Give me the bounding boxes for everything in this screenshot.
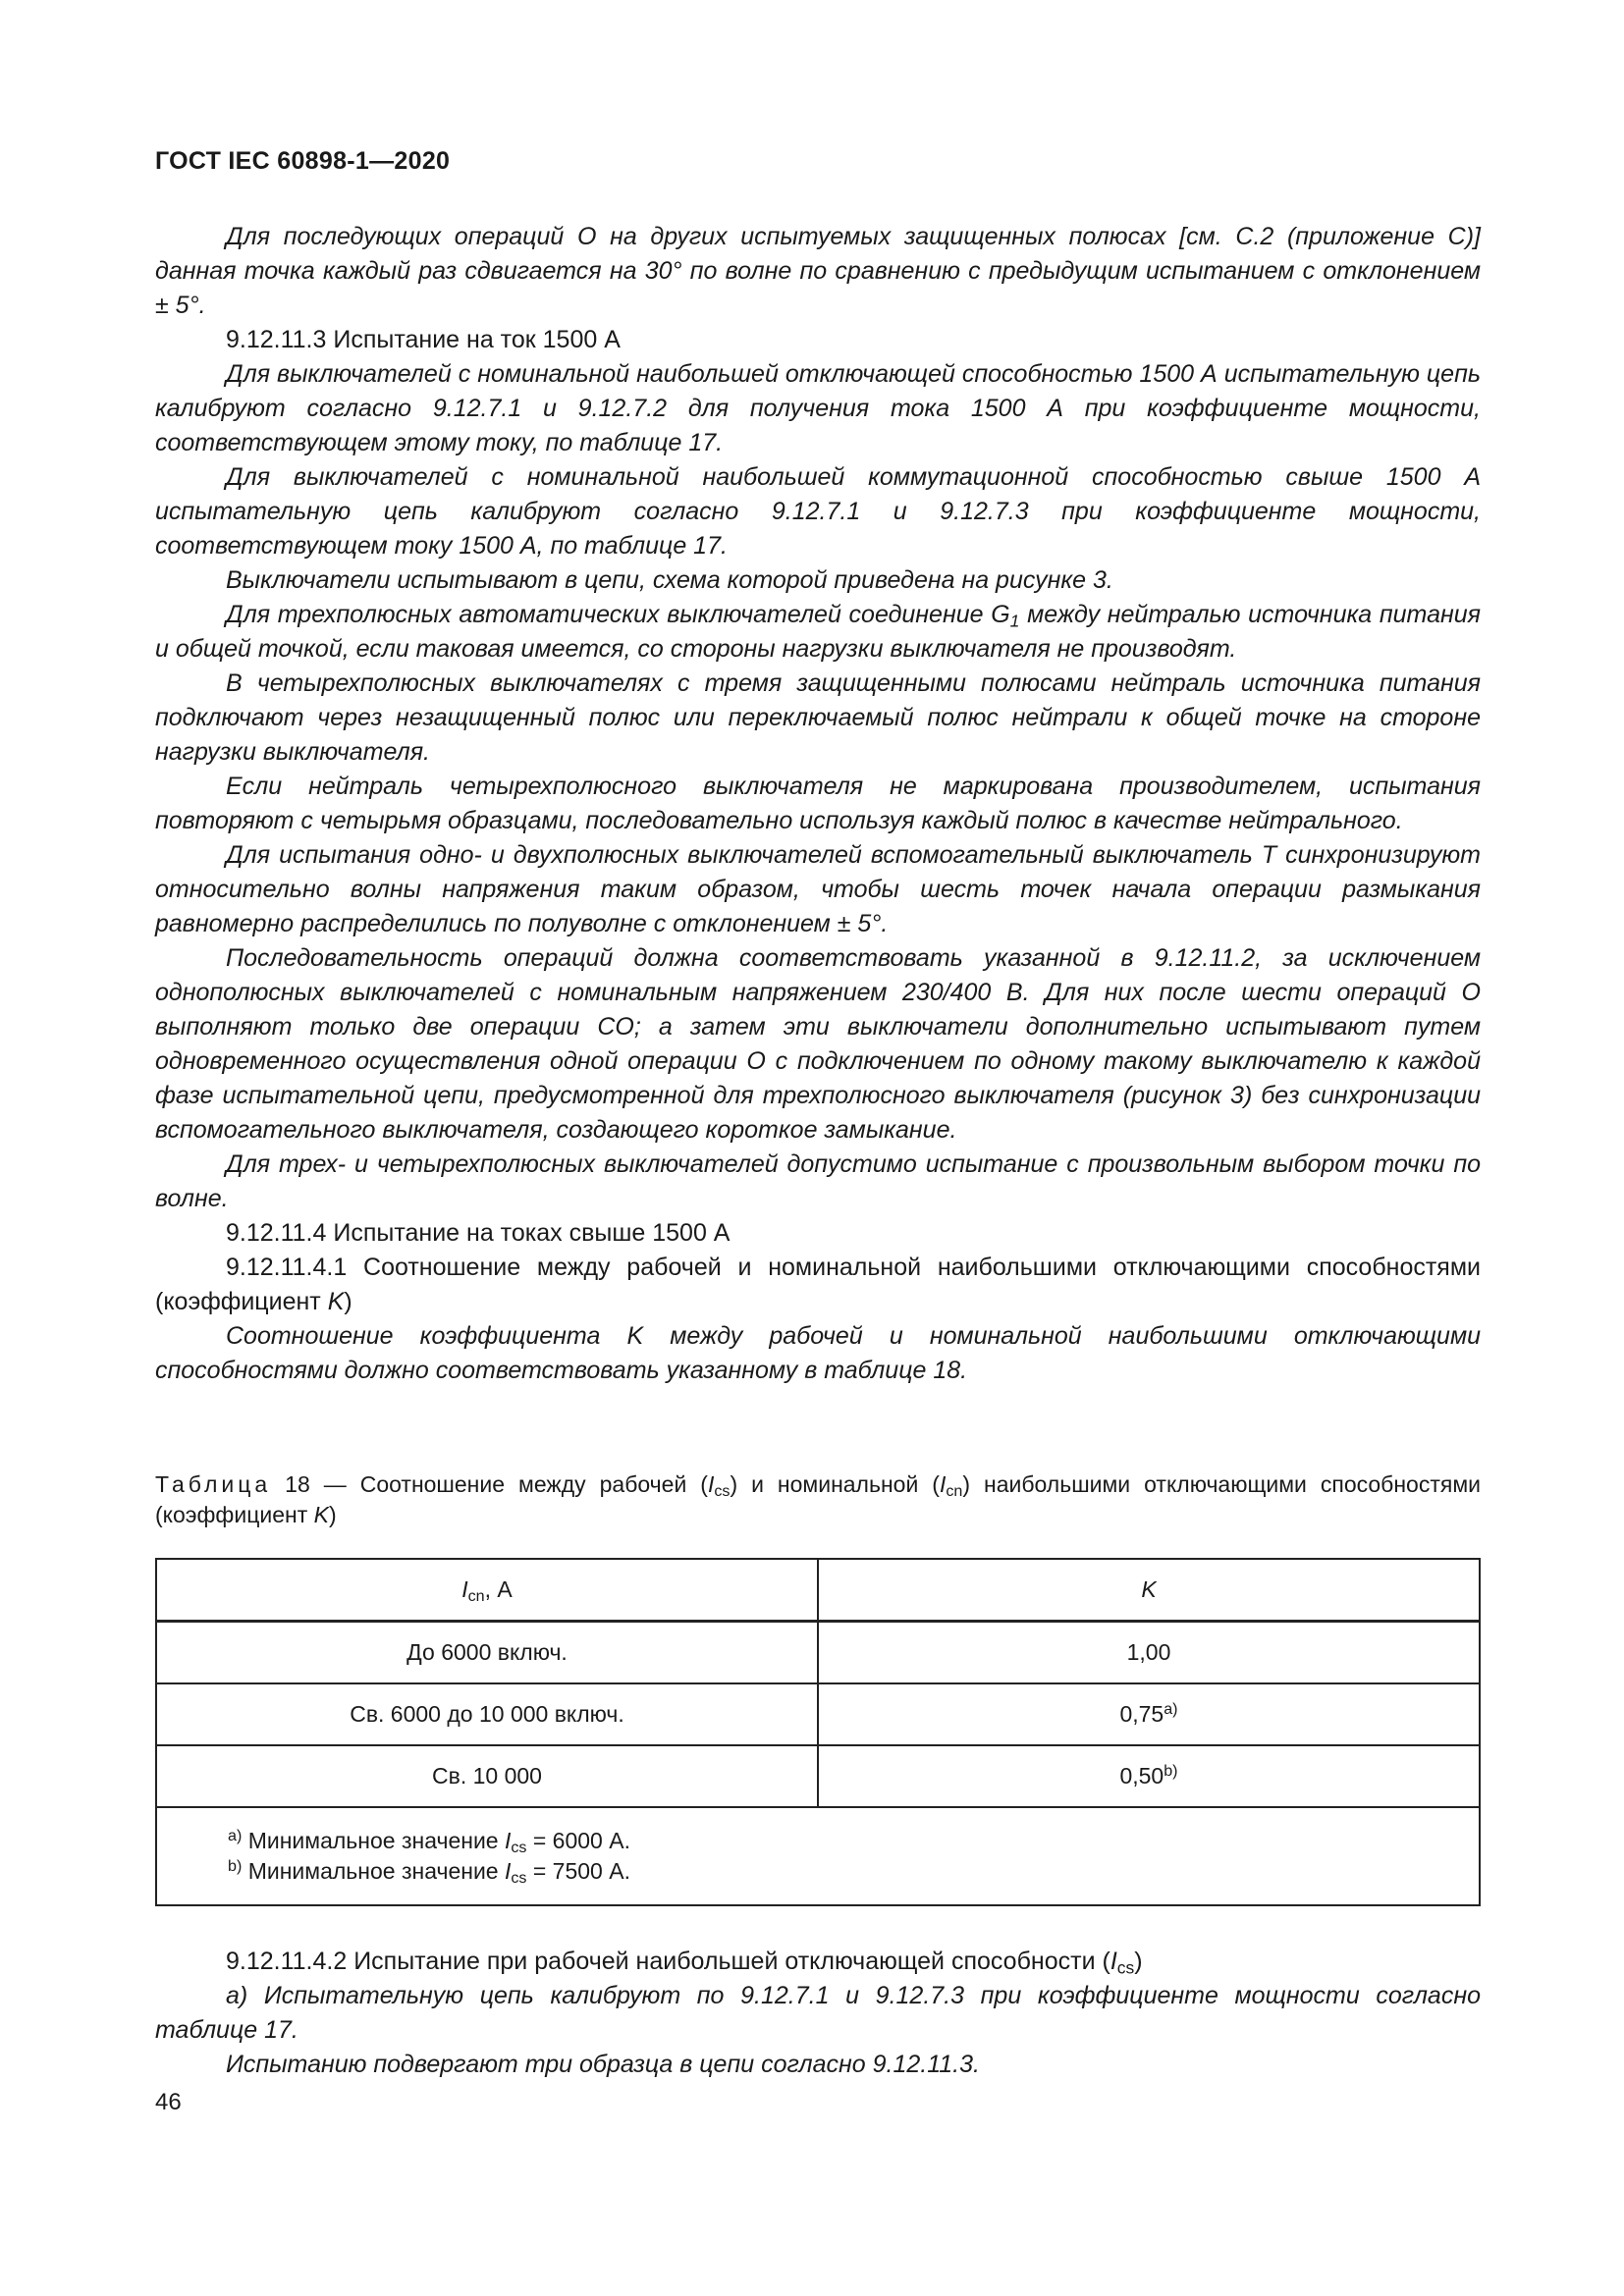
text-span: ) и номинальной ( <box>730 1471 940 1497</box>
text-span: ) <box>328 1502 337 1527</box>
cell-icn: Св. 10 000 <box>156 1745 818 1807</box>
table-footnotes <box>156 1807 1480 1905</box>
paragraph: Испытанию подвергают три образца в цепи согласно 9.12.11.3. <box>226 2051 980 2078</box>
text-span: между нейтралью источника питания и общей точкой, если таковая имеется, со стороны нагрузки выключателя не производят. <box>155 601 1481 663</box>
table-header-row <box>156 1559 1480 1622</box>
subscript: cs <box>511 1869 527 1888</box>
table-row <box>156 1745 1480 1807</box>
paragraph: Для выключателей с номинальной наибольшей коммутационной способностью свыше 1500 А испытательную цепь калибруют согласно 9.12.7.1 и 9.12.7.3 при коэффициенте мощности, соответствующем току 1500 А, по таблице 17. <box>155 463 1481 560</box>
column-header-k <box>818 1559 1480 1622</box>
paragraph: Для трех- и четырехполюсных выключателей допустимо испытание с произвольным выбором точки по волне. <box>155 1150 1481 1212</box>
unit-label: , А <box>484 1576 513 1602</box>
text-span: 18 — Соотношение между рабочей ( <box>271 1471 708 1497</box>
variable-k: K <box>313 1502 329 1527</box>
subscript: cs <box>511 1839 527 1857</box>
footnote-ref: a) <box>1164 1699 1178 1718</box>
paragraph: Выключатели испытывают в цепи, схема которой приведена на рисунке 3. <box>226 566 1113 594</box>
table-footnotes-row <box>156 1807 1480 1905</box>
text-span: = 6000 А. <box>526 1828 630 1853</box>
k-value: 0,50 <box>1119 1763 1164 1789</box>
paragraph: Для последующих операций O на других испытуемых защищенных полюсах [см. С.2 (приложение С)] данная точка каждый раз сдвигается на 30° по волне по сравнению с предыдущим испытанием с отклонением ± 5°. <box>155 223 1481 319</box>
text-span: = 7500 А. <box>526 1858 630 1884</box>
cell-k <box>818 1683 1480 1745</box>
text-span: ) <box>344 1288 352 1315</box>
table-row <box>156 1622 1480 1684</box>
section-heading <box>155 1945 1481 1979</box>
subscript: 1 <box>1009 611 1020 631</box>
text-span: ) <box>1134 1948 1143 1975</box>
paragraph: В четырехполюсных выключателях с тремя защищенными полюсами нейтраль источника питания подключают через незащищенный полюс или переключаемый полюс нейтрали к общей точке на стороне нагрузки выключателя. <box>155 669 1481 766</box>
variable-i: I <box>707 1471 715 1497</box>
cell-k <box>818 1622 1480 1684</box>
column-header-icn <box>156 1559 818 1622</box>
section-heading: 9.12.11.3 Испытание на ток 1500 А <box>226 326 621 353</box>
paragraph: Для испытания одно- и двухполюсных выключателей вспомогательный выключатель T синхронизируют относительно волны напряжения таким образом, чтобы шесть точек начала операции размыкания равномерно распределились по полуволне с отклонением ± 5°. <box>155 841 1481 937</box>
cell-icn: Св. 6000 до 10 000 включ. <box>156 1683 818 1745</box>
k-value: 0,75 <box>1119 1701 1164 1727</box>
document-header: ГОСТ IEC 60898-1—2020 <box>155 147 451 175</box>
text-span: Минимальное значение <box>242 1828 505 1853</box>
footnote-ref: b) <box>1164 1761 1178 1780</box>
paragraph: Последовательность операций должна соответствовать указанной в 9.12.11.2, за исключением однополюсных выключателей с номинальным напряжением 230/400 В. Для них после шести операций O выполняют только две операции CO; а затем эти выключатели дополнительно испытывают путем одновременного осуществления одной операции O с подключением по одному такому выключателю к каждой фазе испытательной цепи, предусмотренной для трехполюсного выключателя (рисунок 3) без синхронизации вспомогательного выключателя, создающего короткое замыкание. <box>155 944 1481 1144</box>
section-heading: 9.12.11.4 Испытание на токах свыше 1500 А <box>226 1219 731 1247</box>
paragraph: a) Испытательную цепь калибруют по 9.12.7.1 и 9.12.7.3 при коэффициенте мощности согласно таблице 17. <box>155 1982 1481 2044</box>
variable-i: I <box>504 1828 512 1853</box>
table-caption-label: Таблица <box>155 1471 272 1497</box>
paragraph: Соотношение коэффициента K между рабочей и номинальной наибольшими отключающими способностями должно соответствовать указанному в таблице 18. <box>155 1322 1481 1384</box>
table-caption <box>155 1469 1481 1530</box>
variable-i: I <box>504 1858 512 1884</box>
subscript: cs <box>714 1482 731 1501</box>
paragraph <box>155 598 1481 667</box>
table-18 <box>155 1558 1481 1906</box>
variable-i: I <box>1110 1948 1117 1975</box>
subscript: cn <box>467 1587 485 1606</box>
page-number: 46 <box>155 2089 182 2115</box>
text-span: Минимальное значение <box>242 1858 505 1884</box>
variable-k: K <box>327 1288 345 1315</box>
document-body <box>155 220 1481 1388</box>
document-body-continued <box>155 1945 1481 2082</box>
variable-i: I <box>939 1471 947 1497</box>
text-span: 9.12.11.4.1 Соотношение между рабочей и номинальной наибольшими отключающими способностями (коэффициент <box>155 1254 1481 1315</box>
footnote <box>228 1826 1479 1856</box>
subscript: cn <box>946 1482 963 1501</box>
cell-icn: До 6000 включ. <box>156 1622 818 1684</box>
table-row <box>156 1683 1480 1745</box>
paragraph: Для выключателей с номинальной наибольшей отключающей способностью 1500 А испытательную цепь калибруют согласно 9.12.7.1 и 9.12.7.2 для получения тока 1500 А при коэффициенте мощности, соответствующем этому току, по таблице 17. <box>155 360 1481 456</box>
section-heading <box>155 1251 1481 1319</box>
subscript: cs <box>1116 1957 1135 1978</box>
paragraph: Если нейтраль четырехполюсного выключателя не маркирована производителем, испытания повторяют с четырьмя образцами, последовательно используя каждый полюс в качестве нейтрального. <box>155 773 1481 834</box>
footnote <box>228 1856 1479 1887</box>
k-value: 1,00 <box>1126 1639 1171 1665</box>
text-span: 9.12.11.4.2 Испытание при рабочей наибольшей отключающей способности ( <box>226 1948 1110 1975</box>
footnote-mark: a) <box>228 1826 243 1844</box>
footnote-mark: b) <box>228 1856 243 1875</box>
variable-i: I <box>461 1576 468 1602</box>
text-span: ) наибольшими отключающими способностями (коэффициент <box>155 1471 1481 1527</box>
text-span: Для трехполюсных автоматических выключателей соединение G <box>226 601 1010 628</box>
cell-k <box>818 1745 1480 1807</box>
variable-k: K <box>1141 1576 1157 1602</box>
